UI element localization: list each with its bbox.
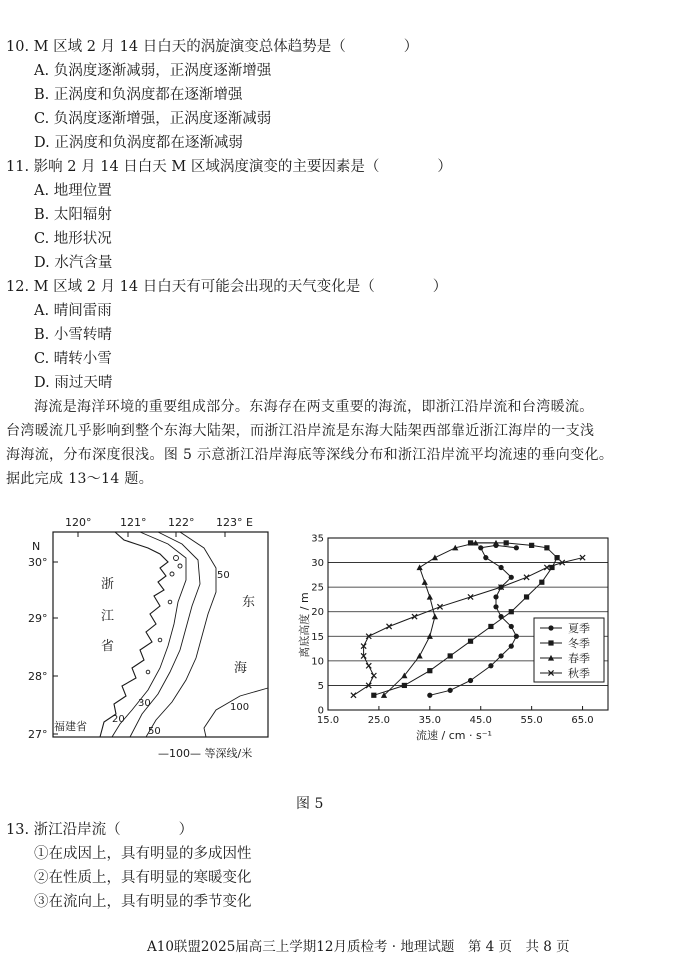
question-12-option-b: B. 小雪转晴 xyxy=(34,327,112,343)
chart-series-1 xyxy=(371,540,559,698)
legend-marker xyxy=(548,640,553,645)
chart-data-point xyxy=(417,564,423,570)
chart-data-point xyxy=(504,540,509,545)
chart-data-point xyxy=(468,639,473,644)
passage-line-1: 海流是海洋环境的重要组成部分。东海存在两支重要的海流，即浙江沿岸流和台湾暖流。 xyxy=(34,399,594,415)
chart-data-point xyxy=(493,604,498,609)
lon-label-121: 121° xyxy=(120,516,147,529)
legend-entry: 夏季 xyxy=(568,622,590,635)
contour-label-50: 50 xyxy=(148,726,161,737)
chart-data-point xyxy=(529,543,534,548)
chart-data-point xyxy=(488,663,493,668)
question-10-option-b: B. 正涡度和负涡度都在逐渐增强 xyxy=(34,87,243,103)
figure-caption: 图 5 xyxy=(296,796,324,812)
chart-x-tick-label: 25.0 xyxy=(367,715,391,726)
chart-x-tick-label: 45.0 xyxy=(469,715,492,726)
province-label-jiang: 江 xyxy=(101,609,115,624)
map-legend: —100— 等深线/米 xyxy=(158,747,253,760)
lat-label-29: 29° xyxy=(28,612,48,625)
chart-x-tick-label: 65.0 xyxy=(571,715,594,726)
chart-data-point xyxy=(437,604,442,609)
chart-y-tick-label: 5 xyxy=(317,680,324,692)
chart-data-point xyxy=(544,545,549,550)
north-label: N xyxy=(32,540,41,553)
page-footer: A10联盟2025届高三上学期12月质检考 · 地理试题 第 4 页 共 8 页 xyxy=(147,939,570,955)
chart-data-point xyxy=(498,614,503,619)
chart-data-point xyxy=(427,594,433,600)
legend-entry: 秋季 xyxy=(568,667,590,680)
current-speed-chart xyxy=(296,530,616,750)
chart-series-line xyxy=(384,543,496,695)
question-13-stem: 13. 浙江沿岸流（ ） xyxy=(6,822,194,838)
chart-data-point xyxy=(448,688,453,693)
chart-data-point xyxy=(509,644,514,649)
contour-label-50-top: 50 xyxy=(217,570,230,581)
chart-series-2 xyxy=(381,540,499,698)
passage-line-3: 海海流，分布深度很浅。图 5 示意浙江沿岸海底等深线分布和浙江沿岸流平均流速的垂向变化。 xyxy=(6,447,614,463)
sea-label-dong: 东 xyxy=(242,595,256,610)
chart-y-axis-label: 离底高度 / m xyxy=(298,592,311,658)
chart-y-tick-label: 30 xyxy=(311,558,324,570)
chart-data-point xyxy=(351,693,356,698)
chart-data-point xyxy=(509,575,514,580)
chart-y-tick-label: 20 xyxy=(311,607,324,619)
chart-x-tick-label: 15.0 xyxy=(316,715,340,726)
chart-data-point xyxy=(422,579,428,585)
chart-data-point xyxy=(524,594,529,599)
chart-data-point xyxy=(417,653,423,659)
question-11-option-b: B. 太阳辐射 xyxy=(34,207,112,223)
question-11-option-d: D. 水汽含量 xyxy=(34,255,113,271)
question-12-stem: 12. M 区域 2 月 14 日白天有可能会出现的天气变化是（ ） xyxy=(6,279,448,295)
province-label-sheng: 省 xyxy=(101,639,115,654)
chart-x-tick-label: 55.0 xyxy=(520,715,543,726)
chart-data-point xyxy=(498,653,503,658)
question-10-stem: 10. M 区域 2 月 14 日白天的涡旋演变总体趋势是（ ） xyxy=(6,39,419,55)
chart-y-tick-label: 0 xyxy=(317,705,324,717)
fujian-label: 福建省 xyxy=(54,720,87,733)
coastline xyxy=(100,532,168,737)
chart-data-point xyxy=(427,668,432,673)
chart-x-tick-label: 35.0 xyxy=(418,715,441,726)
chart-y-tick-label: 35 xyxy=(311,533,324,545)
question-10-option-a: A. 负涡度逐渐减弱，正涡度逐渐增强 xyxy=(34,63,272,79)
question-12-option-c: C. 晴转小雪 xyxy=(34,351,112,367)
lat-label-30: 30° xyxy=(28,556,48,569)
lon-label-120: 120° xyxy=(65,516,92,529)
question-13-item-1: ①在成因上，具有明显的多成因性 xyxy=(34,846,252,862)
chart-data-point xyxy=(432,614,438,620)
chart-data-point xyxy=(554,555,559,560)
contour-50 xyxy=(146,532,216,737)
chart-data-point xyxy=(448,653,453,658)
chart-data-point xyxy=(539,580,544,585)
chart-data-point xyxy=(514,545,519,550)
contour-label-100: 100 xyxy=(230,702,250,713)
question-12-option-a: A. 晴间雷雨 xyxy=(34,303,112,319)
chart-data-point xyxy=(488,624,493,629)
question-12-option-d: D. 雨过天晴 xyxy=(34,375,113,391)
chart-legend xyxy=(534,618,604,682)
passage-line-2: 台湾暖流几乎影响到整个东海大陆架，而浙江沿岸流是东海大陆架西部靠近浙江海岸的一支浅 xyxy=(6,423,595,439)
chart-data-point xyxy=(509,609,514,614)
lat-label-27: 27° xyxy=(28,728,48,741)
question-11-option-a: A. 地理位置 xyxy=(34,183,112,199)
legend-entry: 冬季 xyxy=(568,637,590,650)
chart-y-tick-label: 15 xyxy=(311,631,324,643)
chart-data-point xyxy=(483,555,488,560)
lat-label-28: 28° xyxy=(28,670,48,683)
chart-data-point xyxy=(468,678,473,683)
chart-data-point xyxy=(371,693,376,698)
contour-label-20: 20 xyxy=(112,714,125,725)
question-11-option-c: C. 地形状况 xyxy=(34,231,112,247)
chart-data-point xyxy=(402,683,407,688)
province-label-zhe: 浙 xyxy=(101,577,115,592)
chart-data-point xyxy=(498,565,503,570)
question-10-option-c: C. 负涡度逐渐增强，正涡度逐渐减弱 xyxy=(34,111,272,127)
chart-data-point xyxy=(366,663,371,668)
chart-y-tick-label: 25 xyxy=(311,582,324,594)
legend-marker xyxy=(548,625,553,630)
chart-data-point xyxy=(371,673,376,678)
chart-data-point xyxy=(509,624,514,629)
chart-data-point xyxy=(412,614,417,619)
chart-data-point xyxy=(386,624,391,629)
sea-label-hai: 海 xyxy=(234,661,248,676)
chart-x-axis-label: 流速 / cm · s⁻¹ xyxy=(416,729,492,742)
chart-data-point xyxy=(544,565,549,570)
legend-entry: 春季 xyxy=(568,652,590,665)
coastal-map xyxy=(20,510,290,765)
chart-series-0 xyxy=(427,543,519,698)
chart-data-point xyxy=(478,545,483,550)
question-13-item-2: ②在性质上，具有明显的寒暖变化 xyxy=(34,870,252,886)
passage-line-4: 据此完成 13～14 题。 xyxy=(6,471,154,487)
question-11-stem: 11. 影响 2 月 14 日白天 M 区域涡度演变的主要因素是（ ） xyxy=(6,159,452,175)
chart-data-point xyxy=(468,594,473,599)
chart-series-line xyxy=(374,543,557,695)
chart-data-point xyxy=(432,555,438,561)
chart-y-tick-label: 10 xyxy=(311,656,324,668)
chart-data-point xyxy=(427,693,432,698)
question-13-item-3: ③在流向上，具有明显的季节变化 xyxy=(34,894,252,910)
chart-data-point xyxy=(493,594,498,599)
lon-label-122: 122° xyxy=(168,516,195,529)
contour-label-30: 30 xyxy=(138,698,151,709)
chart-data-point xyxy=(524,575,529,580)
lon-label-123: 123° E xyxy=(216,516,253,529)
chart-data-point xyxy=(514,634,519,639)
question-10-option-d: D. 正涡度和负涡度都在逐渐减弱 xyxy=(34,135,243,151)
